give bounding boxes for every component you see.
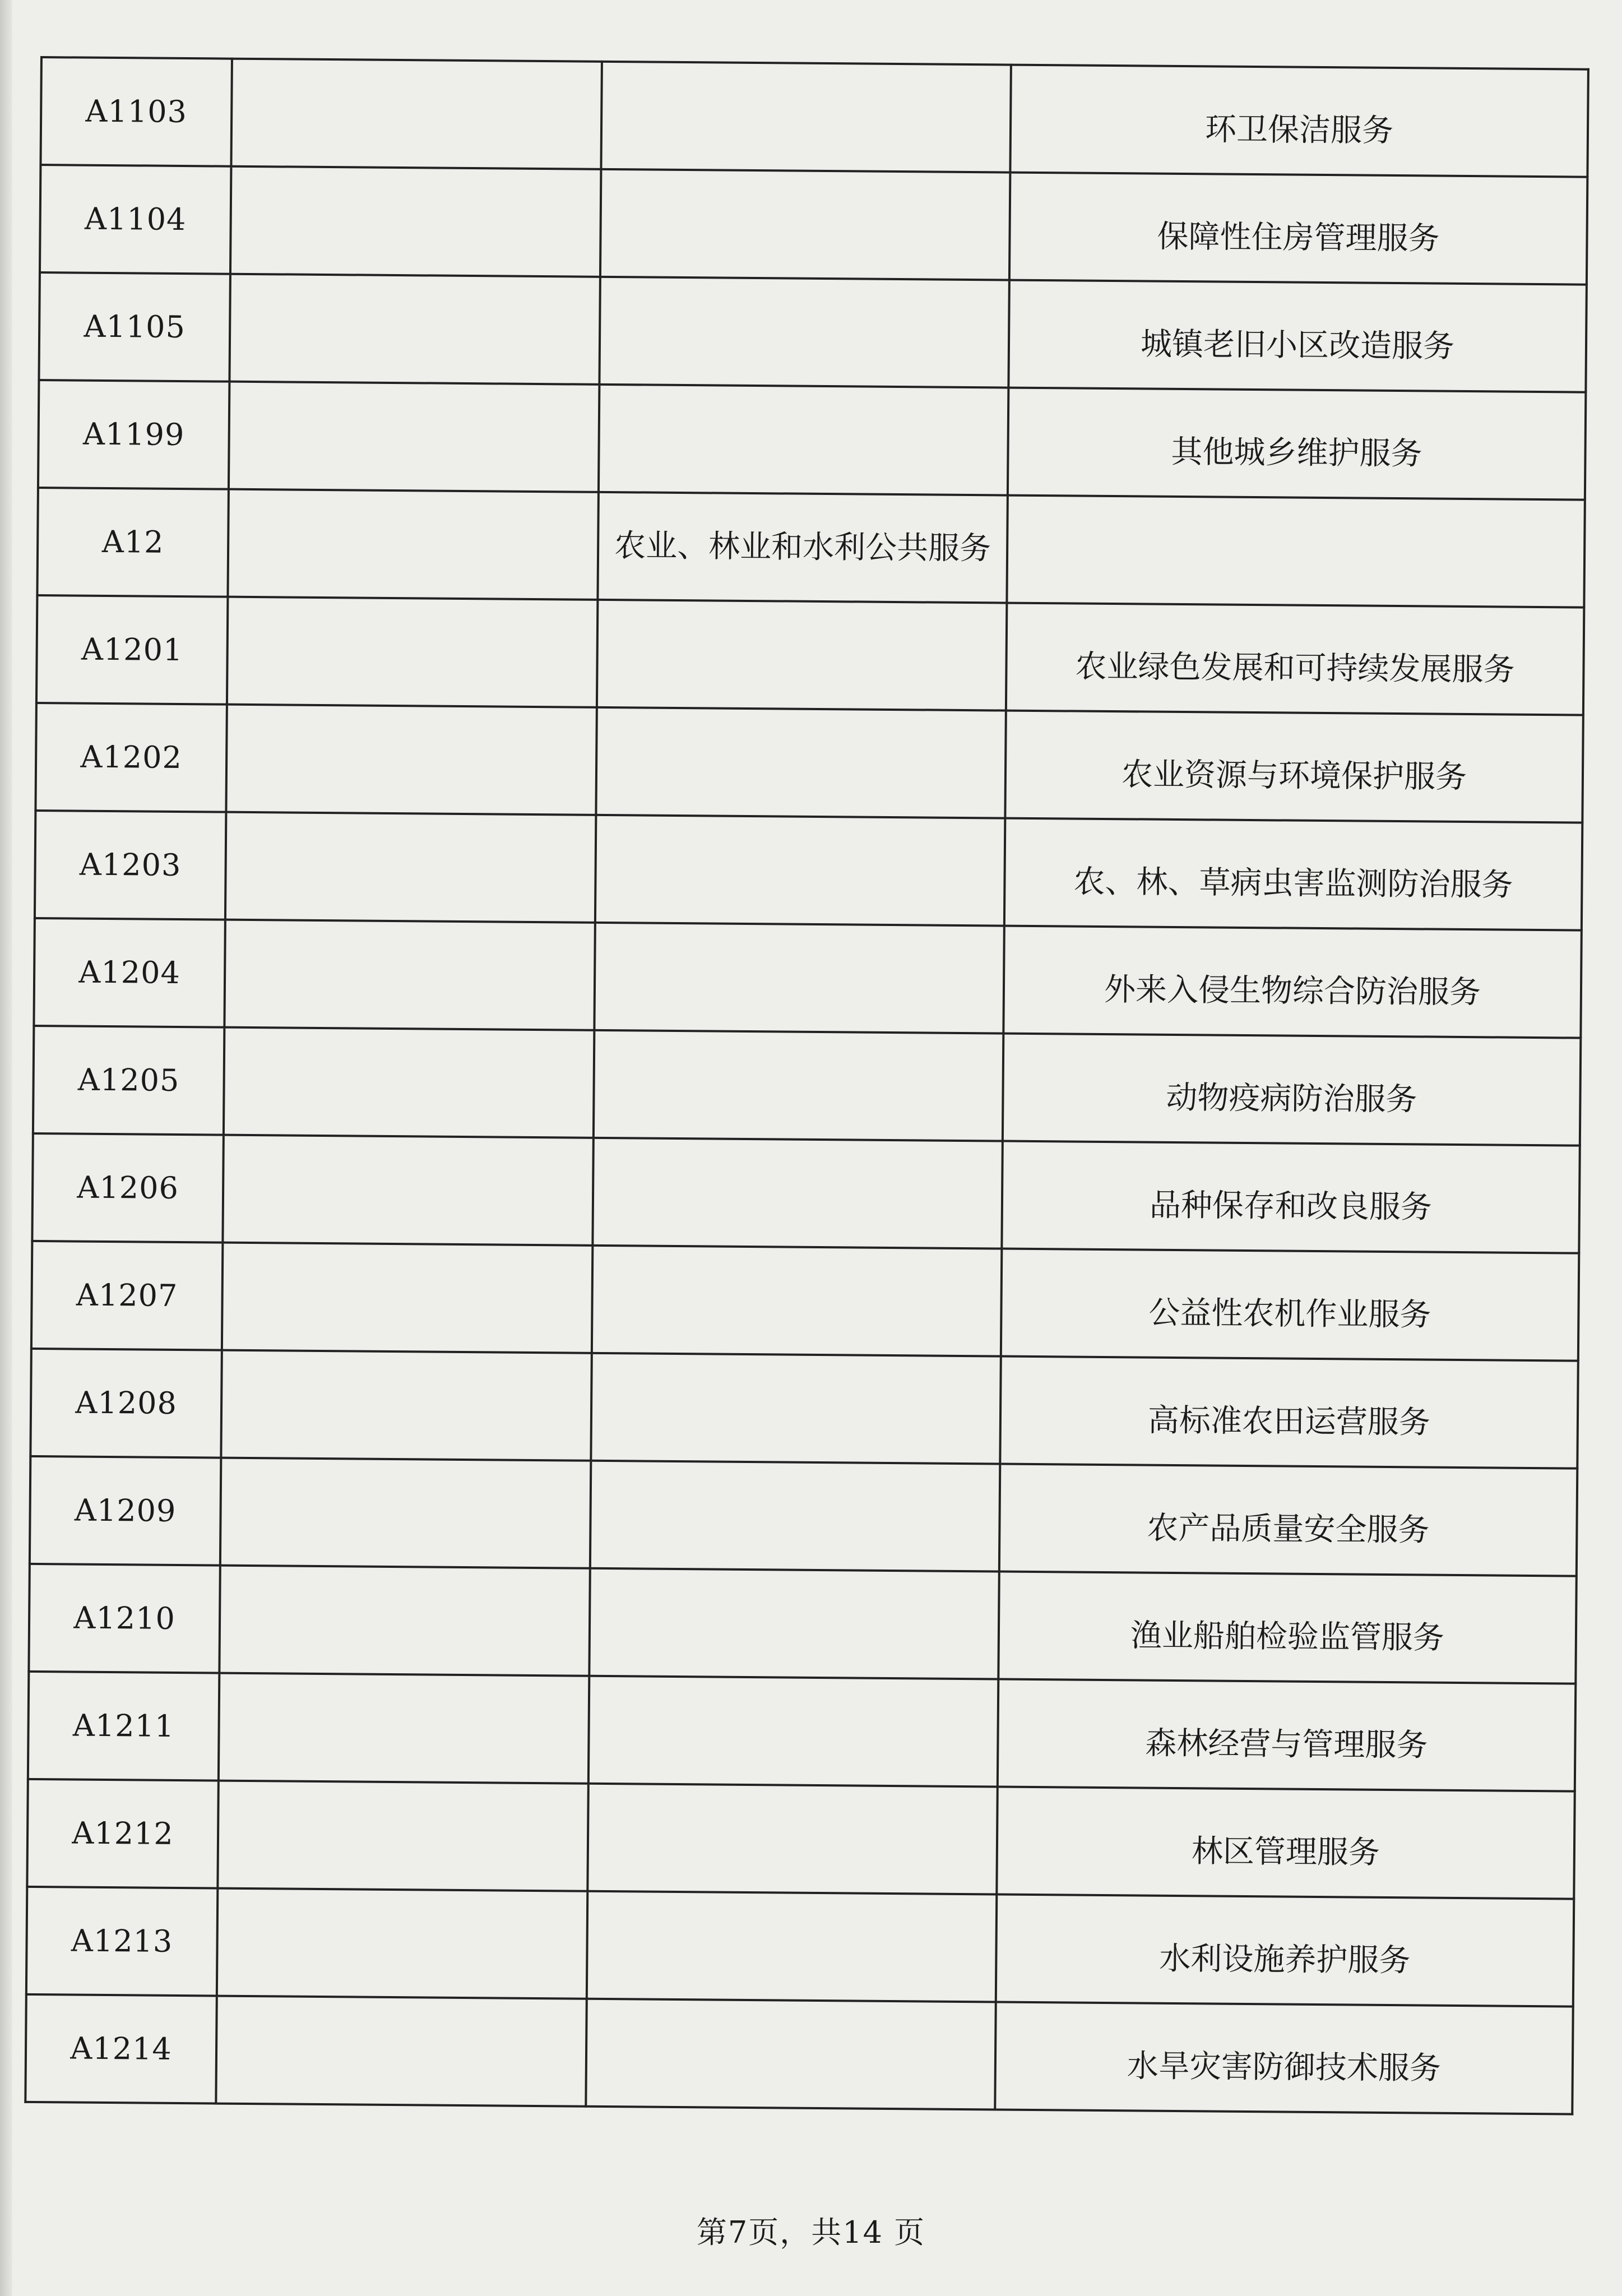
table-body xyxy=(25,57,1588,2114)
level1-cell xyxy=(224,920,595,1030)
service-catalog-table xyxy=(24,56,1589,2116)
code-cell xyxy=(35,703,226,812)
code-cell-text: A1213 xyxy=(71,1923,173,1960)
level2-cell xyxy=(597,600,1007,711)
level2-cell-text: 农业、林业和水利公共服务 xyxy=(614,527,991,567)
level2-cell xyxy=(589,1568,999,1679)
level3-cell xyxy=(1010,65,1588,177)
table-row xyxy=(35,703,1583,823)
level2-cell xyxy=(596,707,1005,818)
level3-cell-text: 高标准农田运营服务 xyxy=(1147,1402,1431,1441)
level2-cell xyxy=(590,1461,1000,1572)
code-cell-text: A1103 xyxy=(85,93,188,130)
level3-cell-text: 水旱灾害防御技术服务 xyxy=(1127,2048,1442,2087)
table-row xyxy=(29,1564,1576,1684)
level3-cell-text: 城镇老旧小区改造服务 xyxy=(1140,326,1455,365)
level3-cell-text: 林区管理服务 xyxy=(1191,1833,1380,1872)
table-row xyxy=(27,1779,1574,1899)
code-cell xyxy=(40,57,231,166)
level2-cell xyxy=(594,1030,1003,1141)
table-row xyxy=(37,488,1584,608)
level1-cell xyxy=(222,1243,592,1353)
code-cell-text: A1214 xyxy=(70,2030,173,2067)
code-cell-text: A1105 xyxy=(84,308,186,345)
table-row xyxy=(28,1672,1575,1792)
level3-cell xyxy=(996,1895,1574,2007)
code-cell xyxy=(39,272,230,382)
level3-cell xyxy=(1005,711,1583,823)
level2-cell xyxy=(600,169,1010,280)
code-cell xyxy=(26,1887,217,1996)
level2-cell xyxy=(587,1784,997,1895)
level2-cell xyxy=(594,923,1004,1034)
code-cell-text: A1212 xyxy=(72,1815,174,1852)
code-cell xyxy=(28,1672,219,1781)
code-cell-text: A1201 xyxy=(81,631,183,668)
level3-cell xyxy=(1006,603,1584,715)
level1-cell xyxy=(216,1996,586,2107)
table-row xyxy=(30,1349,1578,1469)
code-cell xyxy=(33,1026,224,1135)
level1-cell xyxy=(217,1781,588,1891)
level1-cell xyxy=(231,59,601,169)
level3-cell-text: 外来入侵生物综合防治服务 xyxy=(1104,971,1481,1011)
table-row xyxy=(31,1241,1579,1361)
level3-cell xyxy=(1003,926,1581,1038)
level3-cell-text: 水利设施养护服务 xyxy=(1159,1940,1411,1979)
level3-cell-text: 公益性农机作业服务 xyxy=(1148,1294,1431,1334)
level1-cell xyxy=(217,1888,587,1999)
level3-cell xyxy=(998,1679,1575,1792)
level1-cell xyxy=(223,1135,593,1246)
code-cell-text: A1208 xyxy=(75,1385,178,1422)
code-cell xyxy=(37,488,228,597)
level3-cell-text: 动物疫病防治服务 xyxy=(1166,1080,1417,1118)
level2-cell xyxy=(592,1246,1002,1357)
code-cell-text: A1199 xyxy=(82,416,185,453)
level3-cell xyxy=(1004,818,1582,931)
level3-cell xyxy=(1001,1249,1579,1361)
code-cell-text: A1204 xyxy=(78,954,181,991)
level2-cell xyxy=(595,815,1005,926)
level3-cell-text: 品种保存和改良服务 xyxy=(1149,1187,1433,1226)
level1-cell xyxy=(224,1027,594,1138)
level3-cell-text: 农、林、草病虫害监测防治服务 xyxy=(1073,863,1513,904)
code-cell-text: A1207 xyxy=(76,1277,178,1314)
code-cell xyxy=(30,1456,221,1566)
code-cell xyxy=(29,1564,220,1673)
table-row xyxy=(40,165,1587,285)
level3-cell xyxy=(1007,496,1584,608)
code-cell-text: A1209 xyxy=(74,1492,177,1529)
level2-cell xyxy=(597,492,1007,603)
level3-cell-text: 农业绿色发展和可持续发展服务 xyxy=(1075,648,1515,688)
table-row xyxy=(33,1026,1581,1146)
level2-cell xyxy=(588,1676,998,1787)
level2-cell xyxy=(599,385,1008,496)
level3-cell xyxy=(1000,1357,1578,1469)
level1-cell xyxy=(226,705,596,815)
table-row xyxy=(36,595,1584,715)
code-cell xyxy=(30,1349,221,1458)
code-cell xyxy=(38,380,229,489)
level3-cell xyxy=(1002,1141,1579,1253)
level3-cell xyxy=(998,1572,1576,1684)
level3-cell xyxy=(997,1787,1574,1899)
level1-cell xyxy=(229,382,599,492)
code-cell-text: A1211 xyxy=(72,1707,175,1744)
page-number: 第7页，共14 页 xyxy=(696,2215,926,2250)
table-row xyxy=(39,272,1586,392)
level3-cell-text: 农业资源与环境保护服务 xyxy=(1121,756,1467,796)
table-row xyxy=(25,1994,1573,2114)
level1-cell xyxy=(229,274,600,385)
level3-cell xyxy=(1003,1034,1581,1146)
code-cell xyxy=(40,165,231,274)
level1-cell xyxy=(219,1566,590,1676)
level3-cell-text: 农产品质量安全服务 xyxy=(1147,1510,1430,1549)
level3-cell-text: 森林经营与管理服务 xyxy=(1145,1725,1428,1764)
level3-cell xyxy=(1008,388,1586,500)
level3-cell xyxy=(995,2002,1573,2114)
code-cell-text: A1205 xyxy=(77,1062,180,1099)
level3-cell xyxy=(999,1464,1577,1576)
level2-cell xyxy=(591,1353,1000,1464)
code-cell xyxy=(31,1241,223,1350)
table-row xyxy=(35,811,1582,931)
code-cell xyxy=(32,1133,223,1243)
level3-cell xyxy=(1009,173,1587,285)
code-cell-text: A12 xyxy=(101,524,164,561)
level2-cell xyxy=(601,62,1011,173)
level1-cell xyxy=(228,489,598,600)
level1-cell xyxy=(230,166,601,277)
code-cell-text: A1210 xyxy=(73,1600,176,1637)
level1-cell xyxy=(221,1350,591,1461)
level3-cell-text: 渔业船舶检验监管服务 xyxy=(1130,1617,1445,1656)
level1-cell xyxy=(227,597,597,707)
level3-cell-text: 其他城乡维护服务 xyxy=(1171,434,1422,473)
code-cell-text: A1203 xyxy=(79,846,182,883)
level3-cell-text: 环卫保洁服务 xyxy=(1204,111,1394,150)
level2-cell xyxy=(586,1999,995,2110)
level1-cell xyxy=(219,1673,589,1784)
code-cell xyxy=(36,595,228,705)
code-cell-text: A1104 xyxy=(84,201,187,238)
table-row xyxy=(26,1887,1574,2007)
page-edge-shadow xyxy=(0,0,12,2296)
code-cell xyxy=(34,918,225,1027)
level3-cell-text: 保障性住房管理服务 xyxy=(1157,218,1440,257)
level2-cell xyxy=(587,1891,997,2002)
code-cell xyxy=(25,1994,216,2104)
table-row xyxy=(34,918,1581,1038)
table-row xyxy=(38,380,1586,500)
level1-cell xyxy=(225,812,596,923)
level1-cell xyxy=(220,1458,591,1568)
table-row xyxy=(30,1456,1577,1576)
table-row xyxy=(40,57,1588,177)
code-cell xyxy=(35,811,226,920)
level2-cell xyxy=(599,277,1009,388)
code-cell-text: A1202 xyxy=(80,739,183,776)
code-cell xyxy=(27,1779,218,1888)
table-row xyxy=(32,1133,1579,1253)
level2-cell xyxy=(592,1138,1002,1249)
level3-cell xyxy=(1008,280,1586,392)
code-cell-text: A1206 xyxy=(77,1169,179,1206)
